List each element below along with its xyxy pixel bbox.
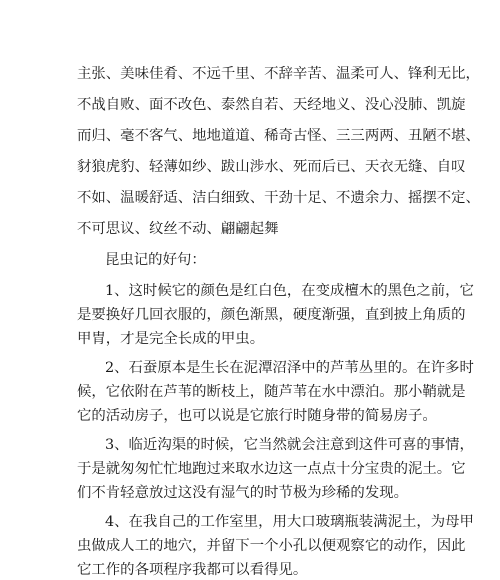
paragraph-line: 是要换好几回衣服的，颜色渐黑，硬度渐强，直到披上角质的 xyxy=(77,307,466,323)
idiom-line: 不可思议、纹丝不动、翩翩起舞 xyxy=(77,221,279,237)
paragraph-line: 3、临近沟渠的时候，它当然就会注意到这件可喜的事情， xyxy=(105,437,474,453)
paragraph-line: 4、在我自己的工作室里，用大口玻璃瓶装满泥土，为母甲 xyxy=(105,514,474,530)
paragraph-line: 它工作的各项程序我都可以看得见。 xyxy=(77,562,308,578)
idiom-line: 不如、温暖舒适、洁白细致、干劲十足、不遗余力、摇摆不定、 xyxy=(77,190,480,206)
paragraph-line: 甲胄，才是完全长成的甲虫。 xyxy=(77,331,265,347)
section-heading: 昆虫记的好句： xyxy=(105,252,206,268)
paragraph-line: 虫做成人工的地穴，并留下一个小孔以便观察它的动作，因此 xyxy=(77,538,466,554)
paragraph-line: 们不肯轻意放过这没有湿气的时节极为珍稀的发现。 xyxy=(77,485,408,501)
paragraph-line: 1、这时候它的颜色是红白色，在变成檀木的黑色之前，它 xyxy=(105,283,474,299)
idiom-line: 不战自败、面不改色、泰然自若、天经地义、没心没肺、凯旋 xyxy=(77,97,466,113)
paragraph-line: 2、石蚕原本是生长在泥潭沼泽中的芦苇丛里的。在许多时 xyxy=(105,360,474,376)
paragraph-line: 于是就匆匆忙忙地跑过来取水边这一点点十分宝贵的泥土。它 xyxy=(77,461,466,477)
idiom-line: 主张、美味佳肴、不远千里、不辞辛苦、温柔可人、锋利无比， xyxy=(77,66,480,82)
idiom-line: 而归、毫不客气、地地道道、稀奇古怪、三三两两、丑陋不堪、 xyxy=(77,128,480,144)
idiom-line: 豺狼虎豹、轻薄如纱、跋山涉水、死而后已、天衣无缝、自叹 xyxy=(77,159,466,175)
paragraph-line: 它的活动房子，也可以说是它旅行时随身带的简易房子。 xyxy=(77,408,437,424)
paragraph-line: 候，它依附在芦苇的断枝上，随芦苇在水中漂泊。那小鞘就是 xyxy=(77,384,466,400)
